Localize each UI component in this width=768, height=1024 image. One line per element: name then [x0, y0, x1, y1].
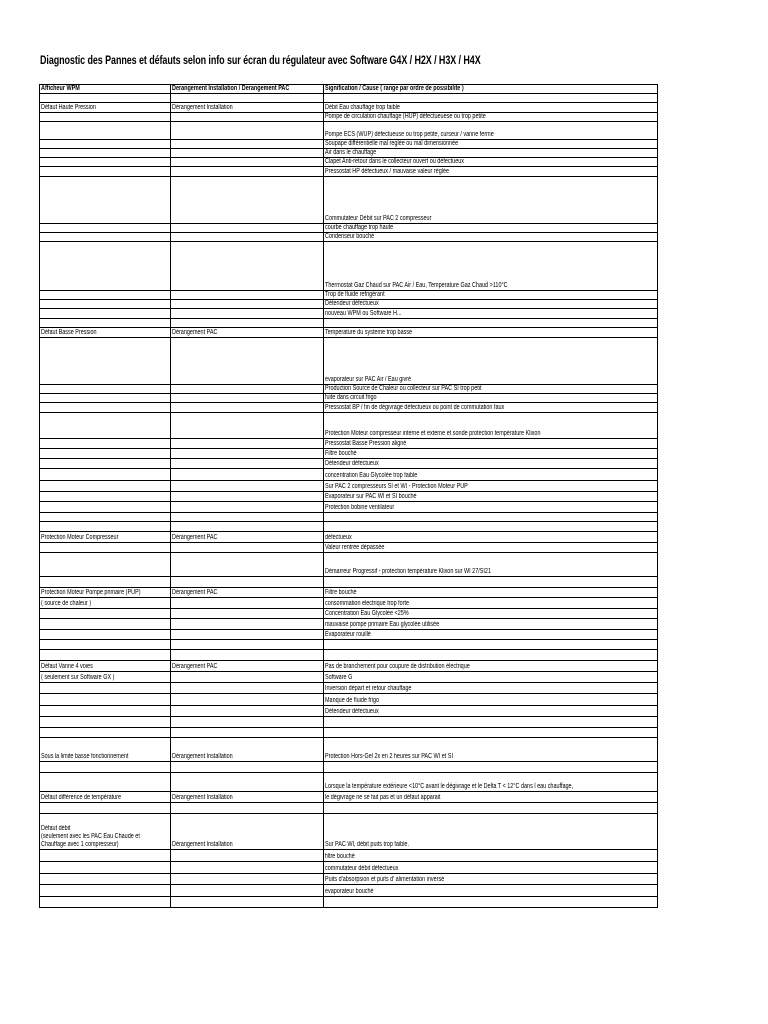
table-row — [40, 661, 658, 672]
table-row — [40, 439, 658, 449]
cell-derangement: Dérangement PAC — [170, 588, 323, 598]
cell-derangement — [170, 233, 323, 242]
page-title: Diagnostic des Pannes et défauts selon info sur écran du régulateur avec Software G4X / H2X / H3X / H4X — [40, 55, 481, 67]
cell-derangement — [170, 242, 323, 291]
cell-afficheur — [40, 513, 171, 522]
cell-afficheur — [40, 224, 171, 233]
cell-afficheur: Défaut Haute Pression — [40, 103, 171, 113]
cell-signification: Concentration Eau Glycolée <25% — [324, 609, 658, 619]
cell-signification: Débit Eau chauffage trop faible — [324, 103, 658, 113]
cell-afficheur — [40, 577, 171, 588]
cell-derangement: Dérangement Installation — [170, 103, 323, 113]
cell-signification: mauvaise pompe primaire Eau glycolée utilisée — [324, 619, 658, 630]
cell-signification: Pompe de circulation chauffage (HUP) défectueuese ou trop petite — [324, 113, 658, 122]
cell-signification: Thermostat Gaz Chaud sur PAC Air / Eau, Temperature Gaz Chaud >110°C — [324, 242, 658, 291]
cell-signification: commutateur débit défectueux — [324, 862, 658, 874]
cell-derangement — [170, 630, 323, 640]
cell-derangement — [170, 640, 323, 650]
cell-afficheur — [40, 492, 171, 502]
cell-afficheur: ( source de chaleur ) — [40, 598, 171, 609]
cell-signification — [324, 762, 658, 773]
table-row — [40, 394, 658, 403]
cell-signification — [324, 577, 658, 588]
table-row — [40, 874, 658, 885]
cell-derangement — [170, 439, 323, 449]
cell-derangement — [170, 706, 323, 717]
cell-afficheur — [40, 300, 171, 309]
cell-afficheur — [40, 385, 171, 394]
cell-derangement — [170, 449, 323, 459]
cell-afficheur — [40, 158, 171, 167]
cell-signification: Pressostat BP / fin de dégivrage défectueux ou point de commutation faux — [324, 403, 658, 413]
cell-signification: fuite dans circuit frigo — [324, 394, 658, 403]
cell-derangement — [170, 394, 323, 403]
cell-afficheur — [40, 728, 171, 738]
table-row — [40, 413, 658, 439]
cell-signification: Pompe ECS (WUP) défectueuse ou trop petite, curseur / vanne ferme — [324, 122, 658, 140]
cell-derangement — [170, 885, 323, 897]
cell-afficheur — [40, 874, 171, 885]
cell-derangement: Dérangement Installation — [170, 792, 323, 803]
table-row — [40, 502, 658, 513]
cell-derangement — [170, 224, 323, 233]
cell-afficheur — [40, 650, 171, 661]
cell-derangement — [170, 773, 323, 792]
cell-afficheur — [40, 803, 171, 814]
cell-derangement — [170, 862, 323, 874]
cell-signification: Puits d'absorpsion et puits d' alimentation inversé — [324, 874, 658, 885]
cell-derangement — [170, 522, 323, 532]
cell-derangement — [170, 140, 323, 149]
cell-afficheur — [40, 522, 171, 532]
cell-derangement — [170, 543, 323, 553]
cell-derangement — [170, 694, 323, 706]
cell-derangement — [170, 577, 323, 588]
table-row — [40, 149, 658, 158]
cell-derangement — [170, 619, 323, 630]
cell-derangement — [170, 492, 323, 502]
cell-signification: défectueux — [324, 532, 658, 543]
table-row — [40, 532, 658, 543]
cell-afficheur: Défaut débit (seulement avec les PAC Eau Chaude et Chauffage avec 1 compresseur) — [40, 814, 171, 850]
cell-derangement — [170, 502, 323, 513]
cell-signification: Commutateur Débit sur PAC 2 compresseur — [324, 177, 658, 224]
cell-signification: Production Source de Chaleur ou collecteur sur PAC SI trop petit — [324, 385, 658, 394]
cell-signification: Sur PAC 2 compresseurs SI et WI - Protection Moteur PUP — [324, 481, 658, 492]
table-row — [40, 94, 658, 103]
table-row — [40, 885, 658, 897]
table-row — [40, 717, 658, 728]
cell-afficheur: Défaut différence de température — [40, 792, 171, 803]
cell-signification — [324, 728, 658, 738]
cell-afficheur: Protection Moteur Pompe primaire (PUP) — [40, 588, 171, 598]
cell-derangement: Dérangement PAC — [170, 328, 323, 338]
cell-derangement — [170, 469, 323, 481]
cell-derangement — [170, 319, 323, 328]
table-row — [40, 338, 658, 385]
cell-signification: Sur PAC WI, débit puits trop faible. — [324, 814, 658, 850]
cell-afficheur — [40, 630, 171, 640]
cell-signification: Détendeur défectueux — [324, 706, 658, 717]
cell-signification: Détendeur défectueux — [324, 459, 658, 469]
cell-signification: Manque de fluide frigo — [324, 694, 658, 706]
cell-afficheur — [40, 459, 171, 469]
cell-derangement — [170, 553, 323, 577]
cell-signification: concentration Eau Glycolée trop faible — [324, 469, 658, 481]
cell-derangement — [170, 459, 323, 469]
table-row — [40, 897, 658, 908]
cell-afficheur — [40, 242, 171, 291]
cell-afficheur — [40, 309, 171, 319]
table-row — [40, 385, 658, 394]
cell-derangement — [170, 762, 323, 773]
table-row — [40, 492, 658, 502]
cell-afficheur — [40, 762, 171, 773]
cell-derangement — [170, 803, 323, 814]
cell-afficheur — [40, 394, 171, 403]
table-row — [40, 609, 658, 619]
cell-derangement — [170, 122, 323, 140]
table-row — [40, 167, 658, 177]
cell-afficheur — [40, 319, 171, 328]
cell-derangement: Dérangement PAC — [170, 532, 323, 543]
cell-afficheur — [40, 717, 171, 728]
cell-signification: le dégivrage ne se fait pas et un défaut apparait — [324, 792, 658, 803]
cell-signification: evaporateur sur PAC Air / Eau givré — [324, 338, 658, 385]
table-row — [40, 694, 658, 706]
cell-afficheur — [40, 862, 171, 874]
table-row — [40, 850, 658, 862]
cell-signification: Température du systeme trop basse — [324, 328, 658, 338]
cell-signification — [324, 319, 658, 328]
table-row — [40, 233, 658, 242]
table-row — [40, 403, 658, 413]
cell-derangement: Dérangement Installation — [170, 738, 323, 762]
cell-derangement — [170, 94, 323, 103]
cell-afficheur — [40, 502, 171, 513]
cell-signification: Evaporateur rouillé — [324, 630, 658, 640]
cell-derangement — [170, 728, 323, 738]
table-row — [40, 814, 658, 850]
cell-signification — [324, 513, 658, 522]
cell-signification: consommation electrique trop forte — [324, 598, 658, 609]
table-row — [40, 459, 658, 469]
table-row — [40, 640, 658, 650]
cell-afficheur — [40, 439, 171, 449]
cell-afficheur — [40, 140, 171, 149]
table-row — [40, 738, 658, 762]
cell-afficheur — [40, 338, 171, 385]
table-row — [40, 650, 658, 661]
cell-signification: Air dans le chauffage — [324, 149, 658, 158]
table-row — [40, 619, 658, 630]
cell-derangement — [170, 113, 323, 122]
table-row — [40, 553, 658, 577]
table-row — [40, 481, 658, 492]
cell-derangement — [170, 177, 323, 224]
table-row — [40, 773, 658, 792]
cell-afficheur — [40, 885, 171, 897]
cell-afficheur — [40, 619, 171, 630]
cell-signification: Soupape différentielle mal reglée ou mal dimensionnée — [324, 140, 658, 149]
cell-afficheur: Sous la limite basse fonctionnement — [40, 738, 171, 762]
cell-signification: Détendeur défectueux — [324, 300, 658, 309]
cell-signification: Pressostat HP défectueux / mauvaise valeur réglée — [324, 167, 658, 177]
header-signification: Signification / Cause ( range par ordre de possibilite ) — [324, 85, 658, 94]
cell-afficheur — [40, 640, 171, 650]
cell-signification — [324, 803, 658, 814]
cell-signification: Trop de fluide refrigérant — [324, 291, 658, 300]
cell-afficheur — [40, 553, 171, 577]
cell-signification: Filtre bouché — [324, 588, 658, 598]
cell-signification: Lorsque la température extérieure <10°C avant le dégivrage et le Delta T < 12°C dans l eau chauffage, — [324, 773, 658, 792]
cell-afficheur — [40, 543, 171, 553]
table-row — [40, 103, 658, 113]
cell-afficheur — [40, 773, 171, 792]
table-row — [40, 113, 658, 122]
table-header-row — [40, 85, 658, 94]
table-row — [40, 706, 658, 717]
table-row — [40, 224, 658, 233]
table-row — [40, 140, 658, 149]
cell-afficheur — [40, 291, 171, 300]
cell-derangement — [170, 598, 323, 609]
cell-signification: Protection Moteur compresseur interne et externe et sonde protection température Klixon — [324, 413, 658, 439]
cell-afficheur — [40, 113, 171, 122]
table-row — [40, 328, 658, 338]
cell-signification: Protection bobine ventilateur — [324, 502, 658, 513]
table-row — [40, 449, 658, 459]
table-row — [40, 522, 658, 532]
cell-derangement — [170, 413, 323, 439]
table-row — [40, 543, 658, 553]
cell-afficheur — [40, 897, 171, 908]
cell-signification: nouveau WPM ou Software H... — [324, 309, 658, 319]
cell-derangement — [170, 309, 323, 319]
cell-derangement — [170, 897, 323, 908]
cell-signification: courbe chauffage trop haute — [324, 224, 658, 233]
cell-afficheur — [40, 683, 171, 694]
cell-signification — [324, 897, 658, 908]
cell-afficheur — [40, 167, 171, 177]
cell-afficheur — [40, 413, 171, 439]
table-row — [40, 862, 658, 874]
cell-signification: Filtre bouché — [324, 449, 658, 459]
cell-signification: Inversion départ et retour chauffage — [324, 683, 658, 694]
cell-derangement: Dérangement PAC — [170, 661, 323, 672]
table-row — [40, 630, 658, 640]
cell-afficheur — [40, 469, 171, 481]
cell-signification: Valeur rentrée dépassée — [324, 543, 658, 553]
cell-signification: Démarreur Progressif - protection température Klixon sur WI 27/SI21 — [324, 553, 658, 577]
cell-signification: Software G — [324, 672, 658, 683]
cell-afficheur — [40, 122, 171, 140]
table-row — [40, 672, 658, 683]
cell-derangement — [170, 338, 323, 385]
table-row — [40, 598, 658, 609]
table-row — [40, 728, 658, 738]
cell-derangement — [170, 291, 323, 300]
cell-derangement — [170, 650, 323, 661]
table-row — [40, 588, 658, 598]
cell-derangement — [170, 850, 323, 862]
cell-afficheur: Défaut Basse Pression — [40, 328, 171, 338]
cell-derangement — [170, 167, 323, 177]
diagnostic-table — [39, 84, 658, 908]
cell-signification: Pas de branchement pour coupure de distribution électrique — [324, 661, 658, 672]
table-row — [40, 309, 658, 319]
table-row — [40, 319, 658, 328]
cell-signification — [324, 640, 658, 650]
cell-signification: filtre bouché — [324, 850, 658, 862]
cell-signification — [324, 650, 658, 661]
cell-signification: Evaporateur sur PAC WI et SI bouché — [324, 492, 658, 502]
cell-derangement — [170, 683, 323, 694]
cell-afficheur — [40, 694, 171, 706]
cell-derangement — [170, 158, 323, 167]
table-row — [40, 762, 658, 773]
table-row — [40, 577, 658, 588]
cell-derangement — [170, 717, 323, 728]
cell-signification — [324, 522, 658, 532]
cell-afficheur — [40, 233, 171, 242]
cell-derangement: Dérangement Installation — [170, 814, 323, 850]
table-row — [40, 683, 658, 694]
cell-derangement — [170, 481, 323, 492]
cell-derangement — [170, 149, 323, 158]
cell-derangement — [170, 300, 323, 309]
cell-afficheur: Défaut Vanne 4 voies — [40, 661, 171, 672]
table-row — [40, 158, 658, 167]
cell-afficheur — [40, 850, 171, 862]
cell-derangement — [170, 385, 323, 394]
cell-derangement — [170, 672, 323, 683]
table-row — [40, 122, 658, 140]
table-row — [40, 792, 658, 803]
cell-afficheur: ( seulement sur Software GX ) — [40, 672, 171, 683]
cell-afficheur — [40, 403, 171, 413]
cell-derangement — [170, 513, 323, 522]
cell-signification — [324, 717, 658, 728]
cell-afficheur — [40, 94, 171, 103]
cell-afficheur: Protection Moteur Compresseur — [40, 532, 171, 543]
table-row — [40, 469, 658, 481]
cell-signification: Clapet Anti-retour dans le collecteur ouvert ou défectueux — [324, 158, 658, 167]
header-derangement: Derangement Installation / Derangement PAC — [170, 85, 323, 94]
table-row — [40, 177, 658, 224]
cell-afficheur — [40, 481, 171, 492]
cell-afficheur — [40, 609, 171, 619]
table-row — [40, 291, 658, 300]
cell-derangement — [170, 609, 323, 619]
cell-afficheur — [40, 149, 171, 158]
table-row — [40, 242, 658, 291]
cell-signification: evaporateur bouché — [324, 885, 658, 897]
cell-afficheur — [40, 449, 171, 459]
cell-signification — [324, 94, 658, 103]
table-row — [40, 300, 658, 309]
table-row — [40, 513, 658, 522]
cell-signification: Protection Hors-Gel 2x en 2 heures sur PAC WI et SI — [324, 738, 658, 762]
header-afficheur: Afficheur WPM — [40, 85, 171, 94]
cell-signification: Pressostat Basse Pression aligné — [324, 439, 658, 449]
cell-derangement — [170, 403, 323, 413]
cell-afficheur — [40, 177, 171, 224]
cell-signification: Condenseur bouché — [324, 233, 658, 242]
cell-derangement — [170, 874, 323, 885]
cell-afficheur — [40, 706, 171, 717]
table-row — [40, 803, 658, 814]
